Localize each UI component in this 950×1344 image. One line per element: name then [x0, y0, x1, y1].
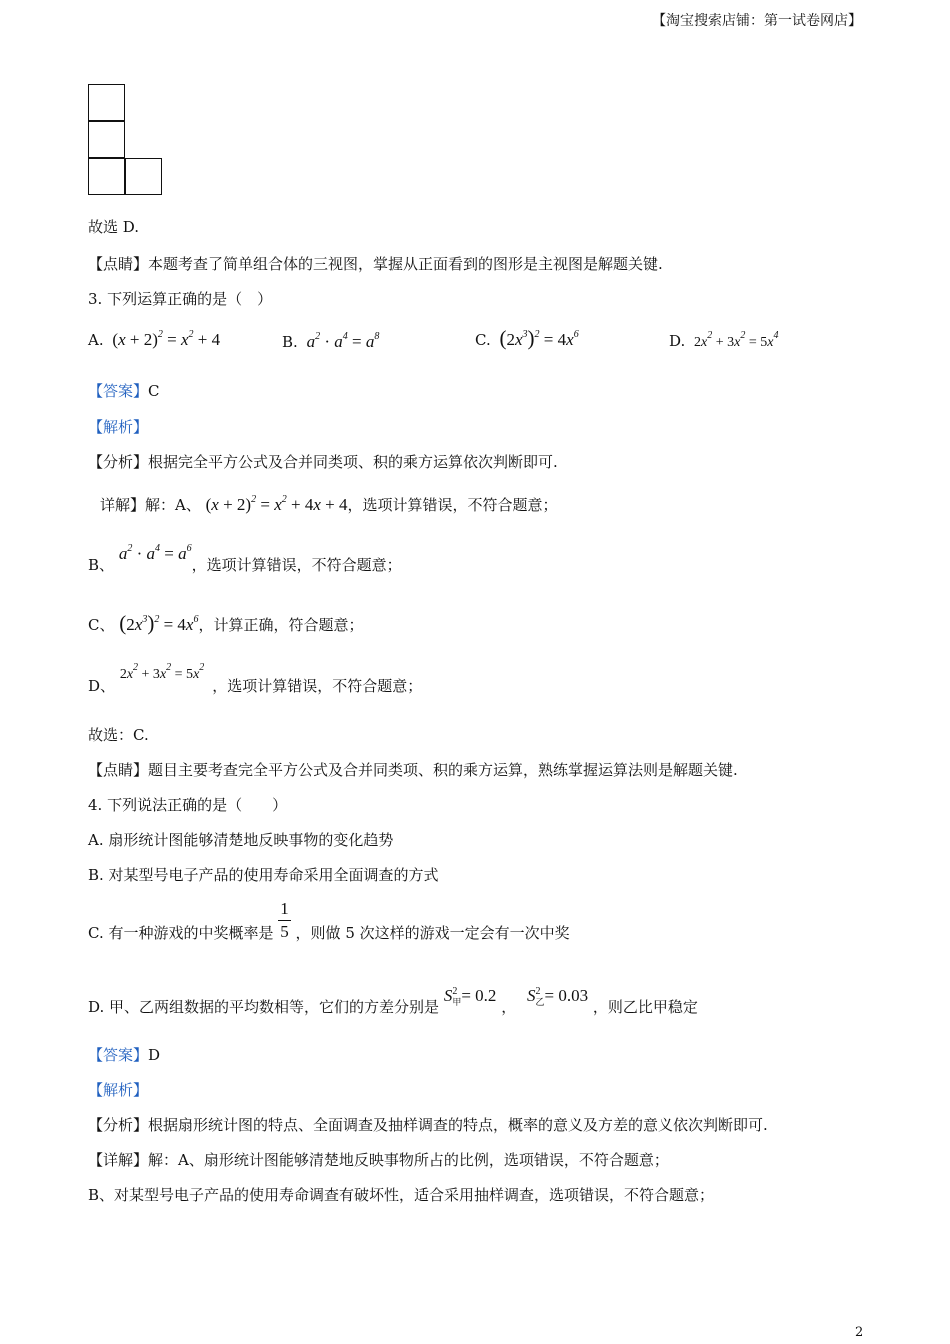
q3-guxuan: 故选：C.	[88, 726, 149, 744]
q4-sub-jia: 甲	[452, 997, 462, 1007]
q3-xiangjie-c	[88, 611, 363, 636]
q4-option-d	[88, 985, 698, 1016]
q3-option-b-label: B.	[282, 333, 298, 351]
q3-option-b-formula: $a^2 \cdot a^4 = a^8$	[306, 331, 380, 351]
q3-c-formula: $(2x^3)^2 = 4x^6$	[119, 611, 199, 635]
q3-dianjing: 【点睛】题目主要考查完全平方公式及合并同类项、积的乘方运算，熟练掌握运算法则是解题关键.	[88, 761, 738, 779]
q4-variance-jia-value: = 0.2	[461, 986, 497, 1005]
q3-option-d-formula: $2x^2 + 3x^2 = 5x^4$	[694, 330, 779, 350]
q4-fraction-numerator: 1	[278, 898, 291, 921]
q4-xiangjie-a: 【详解】解：A、扇形统计图能够清楚地反映事物所占的比例，选项错误，不符合题意；	[88, 1151, 669, 1169]
q4-option-d-prefix: D. 甲、乙两组数据的平均数相等，它们的方差分别是	[88, 998, 440, 1016]
q3-option-c-label: C.	[475, 331, 491, 349]
q4-jiexi: 【解析】	[88, 1081, 149, 1099]
figure-square-top	[88, 84, 125, 121]
page-number: 2	[855, 1325, 864, 1340]
page-header: 【淘宝搜索店铺：第一试卷网店】	[652, 13, 862, 29]
q4-answer	[88, 1044, 160, 1065]
q3-xiangjie-a	[100, 494, 557, 515]
q3-b-formula: $a^2 \cdot a^4 = a^6$	[118, 543, 192, 563]
q3-answer	[88, 380, 160, 401]
q4-option-d-tail: ，则乙比甲稳定	[592, 998, 698, 1016]
q3-d-tail: ，选项计算错误，不符合题意；	[212, 677, 423, 695]
q3-option-d-label: D.	[669, 332, 686, 350]
q3-d-formula: $2x^2 + 3x^2 = 5x^2$	[119, 662, 205, 682]
q3-option-a-formula: $(x + 2)^2 = x^2 + 4$	[112, 329, 221, 349]
q4-option-c	[88, 898, 570, 943]
q4-answer-value: D	[148, 1046, 161, 1064]
q3-option-a	[88, 330, 220, 350]
dianjing-q2: 【点睛】本题考查了简单组合体的三视图，掌握从正面看到的图形是主视图是解题关键.	[88, 255, 663, 273]
q4-option-b: B. 对某型号电子产品的使用寿命采用全面调查的方式	[88, 866, 439, 884]
q4-fraction-denominator: 5	[280, 922, 289, 941]
q3-jiexi: 【解析】	[88, 418, 149, 436]
q3-fenxi: 【分析】根据完全平方公式及合并同类项、积的乘方运算依次判断即可.	[88, 453, 558, 471]
q4-xiangjie-b: B、对某型号电子产品的使用寿命调查有破坏性，适合采用抽样调查，选项错误，不符合题意；	[88, 1186, 715, 1204]
q3-xiangjie-b	[88, 543, 402, 575]
q3-option-c	[475, 326, 579, 351]
q3-c-tail: ，计算正确，符合题意；	[198, 616, 364, 634]
q4-option-d-sep: ，	[501, 998, 517, 1016]
q4-option-c-tail: ，则做 5 次这样的游戏一定会有一次中奖	[295, 923, 570, 942]
q4-option-a: A. 扇形统计图能够清楚地反映事物的变化趋势	[88, 831, 394, 849]
q3-c-prefix: C、	[88, 616, 115, 634]
conclusion-d: 故选 D.	[88, 218, 140, 236]
q3-option-b	[282, 332, 379, 352]
q4-variance-yi-value: = 0.03	[544, 986, 589, 1005]
q4-fraction	[278, 898, 291, 943]
q4-fenxi: 【分析】根据扇形统计图的特点、全面调查及抽样调查的特点，概率的意义及方差的意义依次判断即可.	[88, 1116, 768, 1134]
q3-option-a-label: A.	[88, 331, 104, 349]
figure-square-bottom-right	[125, 158, 162, 195]
q3-answer-value: C	[148, 382, 160, 400]
q4-stem: 4. 下列说法正确的是（ ）	[88, 796, 288, 814]
q3-option-c-formula: $(2x^3)^2 = 4x^6$	[499, 326, 579, 350]
q3-d-prefix: D、	[88, 677, 116, 695]
q3-option-d	[669, 332, 779, 351]
q3-stem: 3. 下列运算正确的是（ ）	[88, 290, 273, 308]
q4-variance-yi: S 2 乙 = 0.03	[527, 986, 589, 1007]
q4-option-c-prefix: C. 有一种游戏的中奖概率是	[88, 923, 274, 942]
q3-xiangjie-d	[88, 662, 423, 696]
q3-b-tail: ，选项计算错误，不符合题意；	[191, 556, 402, 574]
q3-answer-tag: 【答案】	[88, 382, 149, 400]
q3-b-prefix: B、	[88, 556, 115, 574]
figure-square-bottom-left	[88, 158, 125, 195]
q4-answer-tag: 【答案】	[88, 1046, 149, 1064]
q4-variance-jia: S 2 甲 = 0.2	[443, 986, 497, 1007]
figure-square-middle	[88, 121, 125, 158]
q4-sub-yi: 乙	[535, 997, 545, 1007]
q3-a-tail: ，选项计算错误，不符合题意；	[347, 496, 558, 514]
q3-xiangjie-prefix: 详解】解：A、	[100, 496, 201, 514]
q3-a-formula: $(x + 2)^2 = x^2 + 4x + 4$	[205, 494, 348, 514]
